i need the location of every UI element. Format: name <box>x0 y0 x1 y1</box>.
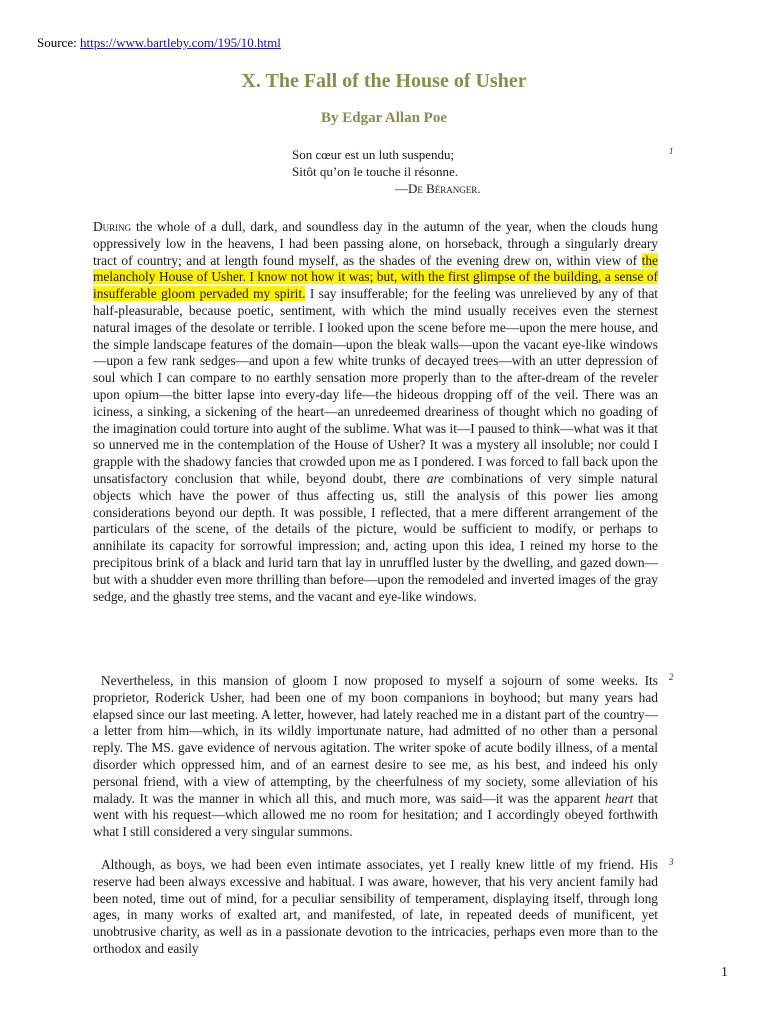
author-byline: By Edgar Allan Poe <box>321 110 447 126</box>
drop-cap-word: During <box>93 219 132 234</box>
paragraph-number-1: 1 <box>669 146 674 156</box>
epigraph-line-1: Son cœur est un luth suspendu; <box>292 147 455 162</box>
page-title: X. The Fall of the House of Usher <box>241 70 527 92</box>
p3-text: Although, as boys, we had been even intimate associates, yet I really knew little of my friend. His reserve had been always excessive and habitual. I was aware, however, that his very ancient family had been noted, time out of mind, for a peculiar sensibility of temperament, displaying itself, through long ages, in many works of exalted art, and manifested, of late, in repeated deeds of munificent, yet unobtrusive charity, as well as in a passionate devotion to the intricacies, perhaps even more than to the orthodox and easily <box>93 857 658 956</box>
paragraph-2 <box>93 673 658 841</box>
epigraph-attribution: —De Béranger. <box>395 181 481 196</box>
p1-italic: are <box>426 470 445 486</box>
p2-text-a: Nevertheless, in this mansion of gloom I now proposed to myself a sojourn of some weeks. Its proprietor, Roderick Usher, had been one of my boon companions in boyhood; but many years had elapsed since our last meeting. A letter, however, had lately reached me in a distant part of the country—a letter from him—which, in its wildly importunate nature, had admitted of no other than a personal reply. The MS. gave evidence of nervous agitation. The writer spoke of acute bodily illness, of a mental disorder which oppressed him, and of an earnest desire to see me, as his best, and indeed his only personal friend, with a view of attempting, by the cheerfulness of my society, some alleviation of his malady. It was the manner in which all this, and much more, was said—it was the apparent <box>93 673 658 806</box>
paragraph-3 <box>93 857 658 958</box>
epigraph-line-2: Sitôt qu’on le touche il résonne. <box>292 164 459 179</box>
paragraph-1 <box>93 219 658 605</box>
p2-text-b: that went with his request—which allowed me no room for hesitation; and I accordingly obeyed forthwith what I still considered a very singular summons. <box>93 790 658 840</box>
source-line <box>37 35 281 51</box>
paragraph-number-3: 3 <box>669 857 674 867</box>
p1-text-a: the whole of a dull, dark, and soundless day in the autumn of the year, when the clouds hung oppressively low in the heavens, I had been passing alone, on horseback, through a singularly dreary tract of country; and at length found myself, as the shades of the evening drew on, within view of <box>93 219 658 268</box>
page-number: 1 <box>721 965 728 980</box>
paragraph-number-2: 2 <box>669 672 674 682</box>
p1-text-b: I say insufferable; for the feeling was unrelieved by any of that half-pleasurable, because poetic, sentiment, with which the mind usually receives even the sternest natural images of the desolate or terrible. I looked upon the scene before me—upon the mere house, and the simple landscape features of the domain—upon the bleak walls—upon the vacant eye-like windows—upon a few rank sedges—and upon a few white trunks of decayed trees—with an utter depression of soul which I can compare to no earthly sensation more properly than to the after-dream of the reveler upon opium—the bitter lapse into every-day life—the hideous dropping off of the veil. There was an iciness, a sinking, a sickening of the heart—an unredeemed dreariness of thought which no goading of the imagination could torture into aught of the sublime. What was it—I paused to think—what was it that so unnerved me in the contemplation of the House of Usher? It was a mystery all insoluble; nor could I grapple with the shadowy fancies that crowded upon me as I pondered. I was forced to fall back upon the unsatisfactory conclusion that while, beyond doubt, there <box>93 286 659 486</box>
p2-italic: heart <box>605 790 634 806</box>
source-link[interactable]: https://www.bartleby.com/195/10.html <box>79 35 281 50</box>
p1-text-c: combinations of very simple natural objects which have the power of thus affecting us, still the analysis of this power lies among considerations beyond our depth. It was possible, I reflected, that a mere different arrangement of the particulars of the scene, of the details of the picture, would be sufficient to modify, or perhaps to annihilate its capacity for sorrowful impression; and, acting upon this idea, I reined my horse to the precipitous brink of a black and lurid tarn that lay in unruffled luster by the dwelling, and gazed down—but with a shudder even more thrilling than before—upon the remodeled and inverted images of the gray sedge, and the ghastly tree stems, and the vacant and eye-like windows. <box>93 470 658 604</box>
source-label: Source: <box>37 35 80 50</box>
epigraph <box>292 146 481 197</box>
highlighted-passage[interactable]: the melancholy House of Usher. I know not how it was; but, with the first glimpse of the building, a sense of insufferable gloom pervaded my spirit. <box>93 252 658 302</box>
